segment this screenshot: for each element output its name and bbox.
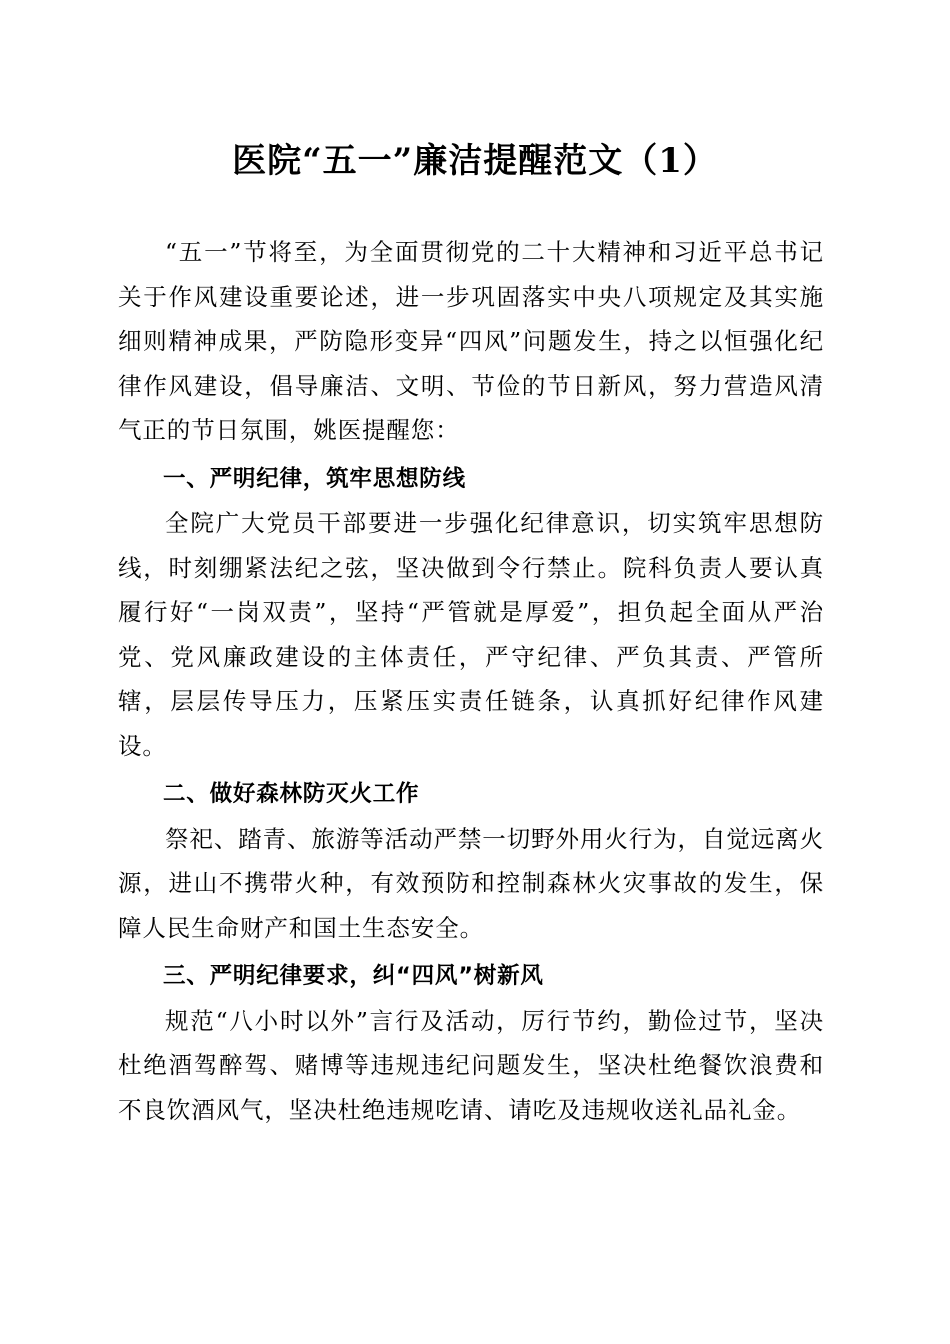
intro-paragraph: “五一”节将至，为全面贯彻党的二十大精神和习近平总书记关于作风建设重要论述，进一步巩固落实中央八项规定及其实施细则精神成果，严防隐形变异“四风”问题发生，持之以恒强化纪律作风建设，倡导廉洁、文明、节俭的节日新风，努力营造风清气正的节日氛围，姚医提醒您： — [118, 238, 824, 444]
document-body — [118, 230, 824, 1132]
section-body-3: 规范“八小时以外”言行及活动，厉行节约，勤俭过节，坚决杜绝酒驾醉驾、赌博等违规违纪问题发生，坚决杜绝餐饮浪费和不良饮酒风气，坚决杜绝违规吃请、请吃及违规收送礼品礼金。 — [118, 1006, 824, 1124]
document-title: 医院“五一”廉洁提醒范文（1） — [232, 141, 718, 181]
section-heading-3: 三、严明纪律要求，纠“四风”树新风 — [163, 963, 544, 989]
section-heading-2: 二、做好森林防灭火工作 — [163, 781, 420, 807]
section-heading-1: 一、严明纪律，筑牢思想防线 — [163, 465, 466, 492]
section-body-1: 全院广大党员干部要进一步强化纪律意识，切实筑牢思想防线，时刻绷紧法纪之弦，坚决做到令行禁止。院科负责人要认真履行好“一岗双责”，坚持“严管就是厚爱”，担负起全面从严治党、党风廉政建设的主体责任，严守纪律、严负其责、严管所辖，层层传导压力，压紧压实责任链条，认真抓好纪律作风建设。 — [118, 509, 824, 760]
section-body-2: 祭祀、踏青、旅游等活动严禁一切野外用火行为，自觉远离火源，进山不携带火种，有效预防和控制森林火灾事故的发生，保障人民生命财产和国土生态安全。 — [118, 824, 824, 942]
